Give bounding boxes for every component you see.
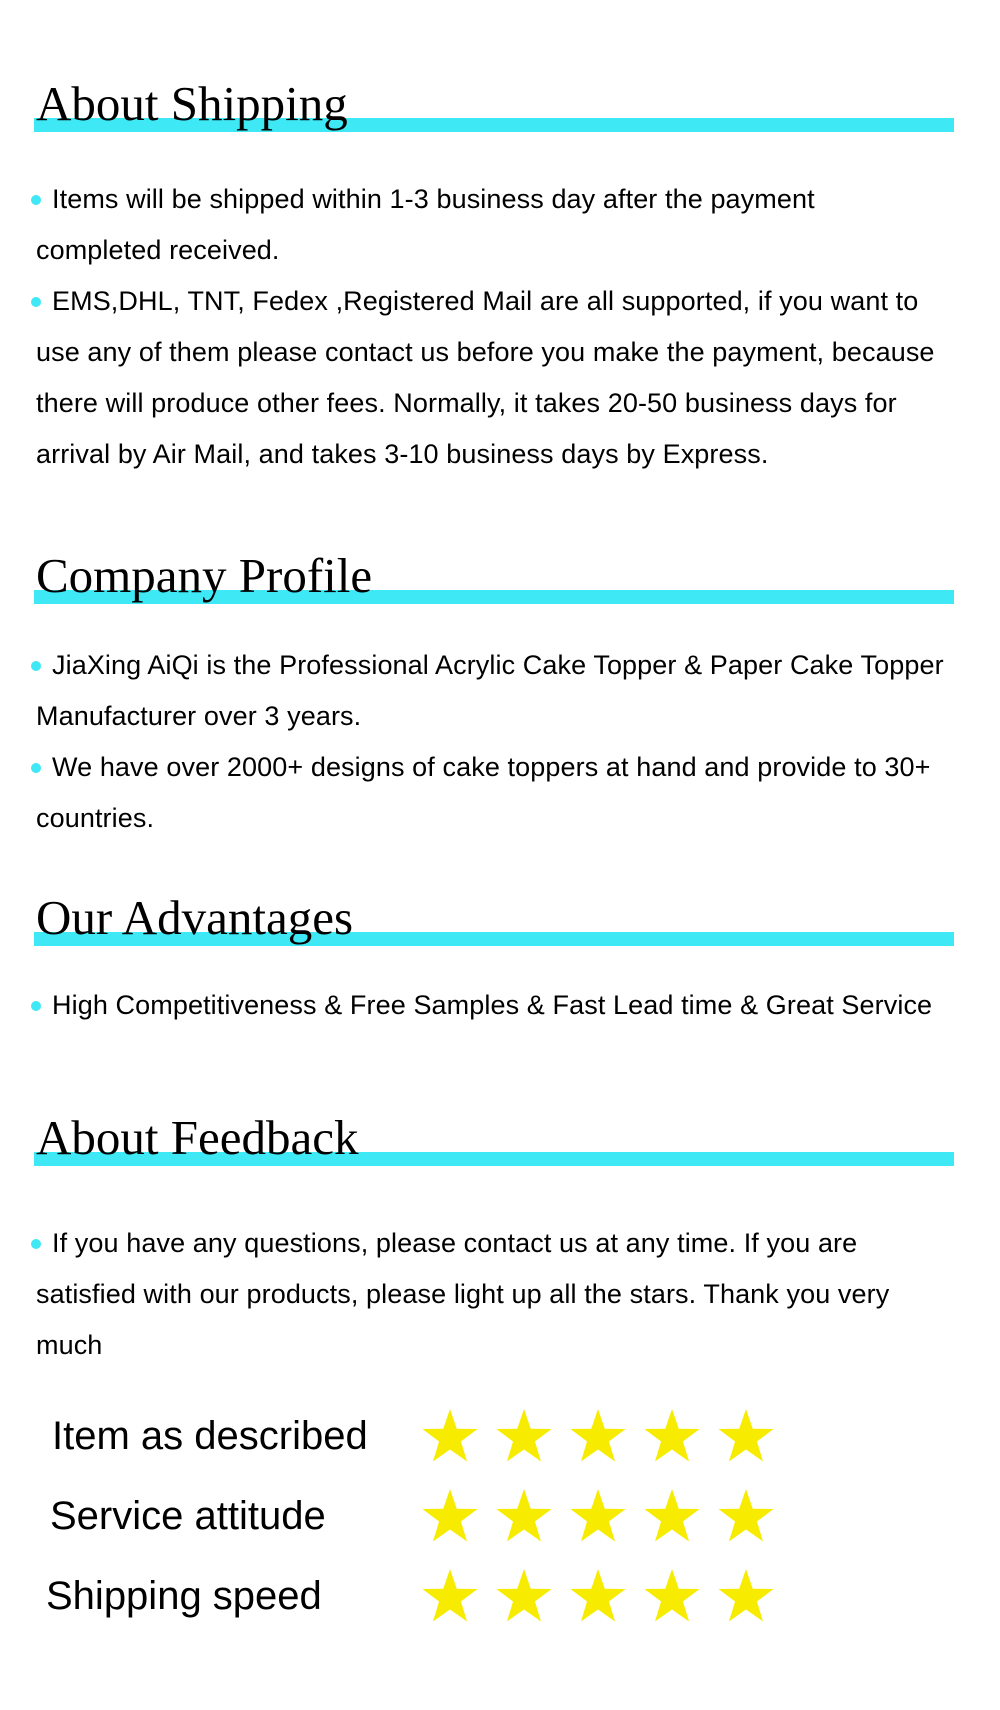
star-rating[interactable] — [420, 1486, 776, 1548]
list-item-text: High Competitiveness & Free Samples & Fast Lead time & Great Service — [52, 990, 933, 1020]
star-icon[interactable] — [568, 1406, 628, 1466]
rating-row-service-attitude — [0, 1480, 1000, 1552]
list-item — [36, 980, 946, 1031]
bullet-dot-icon — [31, 1001, 41, 1011]
feedback-list — [36, 1218, 946, 1371]
star-icon[interactable] — [494, 1486, 554, 1546]
advantages-list — [36, 980, 946, 1031]
list-item-text: We have over 2000+ designs of cake toppers at hand and provide to 30+ countries. — [36, 752, 931, 833]
star-icon[interactable] — [716, 1566, 776, 1626]
list-item-text: If you have any questions, please contact us at any time. If you are satisfied with our products, please light up all the stars. Thank you very much — [36, 1228, 890, 1360]
star-icon[interactable] — [420, 1406, 480, 1466]
advantages-heading — [34, 890, 954, 954]
rating-label: Item as described — [52, 1414, 368, 1458]
rating-label: Service attitude — [50, 1494, 326, 1538]
star-icon[interactable] — [716, 1406, 776, 1466]
star-rating[interactable] — [420, 1566, 776, 1628]
star-icon[interactable] — [716, 1486, 776, 1546]
list-item — [36, 1218, 946, 1371]
rating-row-shipping-speed — [0, 1560, 1000, 1632]
feedback-title: About Feedback — [36, 1110, 359, 1165]
list-item — [36, 640, 946, 742]
star-icon[interactable] — [642, 1406, 702, 1466]
feedback-heading — [34, 1110, 954, 1174]
bullet-dot-icon — [31, 763, 41, 773]
list-item-text: JiaXing AiQi is the Professional Acrylic Cake Topper & Paper Cake Topper Manufacturer over 3 years. — [36, 650, 944, 731]
star-icon[interactable] — [494, 1566, 554, 1626]
star-icon[interactable] — [420, 1566, 480, 1626]
rating-label: Shipping speed — [46, 1574, 322, 1618]
advantages-title: Our Advantages — [36, 890, 354, 945]
bullet-dot-icon — [31, 195, 41, 205]
star-icon[interactable] — [642, 1566, 702, 1626]
star-icon[interactable] — [568, 1486, 628, 1546]
star-icon[interactable] — [494, 1406, 554, 1466]
company-list — [36, 640, 946, 844]
bullet-dot-icon — [31, 297, 41, 307]
list-item-text: Items will be shipped within 1-3 business day after the payment completed received. — [36, 184, 815, 265]
list-item — [36, 174, 946, 276]
list-item-text: EMS,DHL, TNT, Fedex ,Registered Mail are all supported, if you want to use any of them please contact us before you make the payment, because there will produce other fees. Normally, it takes 20-50 business days for arrival by Air Mail, and takes 3-10 business days by Express. — [36, 286, 935, 469]
star-rating[interactable] — [420, 1406, 776, 1468]
bullet-dot-icon — [31, 1239, 41, 1249]
company-title: Company Profile — [36, 548, 373, 603]
shipping-title: About Shipping — [36, 76, 348, 131]
shipping-list — [36, 174, 946, 480]
star-icon[interactable] — [420, 1486, 480, 1546]
company-heading — [34, 548, 954, 612]
star-icon[interactable] — [642, 1486, 702, 1546]
star-icon[interactable] — [568, 1566, 628, 1626]
shipping-heading — [34, 76, 954, 140]
bullet-dot-icon — [31, 661, 41, 671]
list-item — [36, 276, 946, 480]
list-item — [36, 742, 946, 844]
rating-row-item-as-described — [0, 1400, 1000, 1472]
